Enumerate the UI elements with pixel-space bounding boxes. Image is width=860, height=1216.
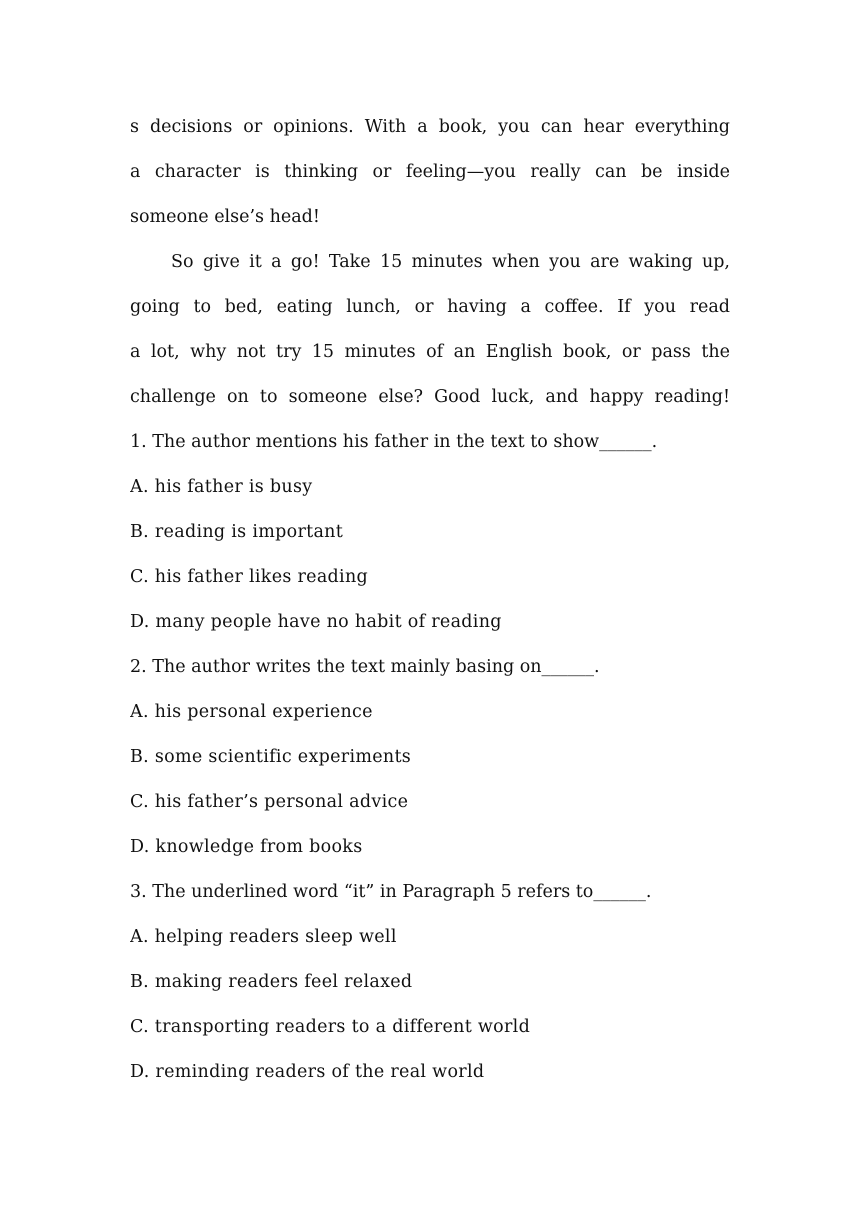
passage xyxy=(130,105,730,420)
answer-option: C. transporting readers to a different world xyxy=(130,1017,531,1037)
passage-line: going to bed, eating lunch, or having a coffee. If you read xyxy=(130,297,730,317)
answer-option: D. reminding readers of the real world xyxy=(130,1062,485,1082)
answer-option: D. knowledge from books xyxy=(130,837,363,857)
passage-line: So give it a go! Take 15 minutes when you are waking up, xyxy=(171,252,730,272)
question-stem: 2. The author writes the text mainly basing on______. xyxy=(130,657,600,677)
answer-option: B. some scientific experiments xyxy=(130,747,412,767)
answer-option: A. helping readers sleep well xyxy=(130,927,397,947)
passage-line: s decisions or opinions. With a book, you can hear everything xyxy=(130,117,730,137)
passage-line: someone else’s head! xyxy=(130,207,320,227)
passage-line: a lot, why not try 15 minutes of an English book, or pass the xyxy=(130,342,730,362)
passage-line: challenge on to someone else? Good luck, and happy reading! xyxy=(130,387,730,407)
question-stem: 3. The underlined word “it” in Paragraph 5 refers to______. xyxy=(130,882,652,902)
question-3 xyxy=(130,870,730,1095)
answer-option: D. many people have no habit of reading xyxy=(130,612,502,632)
question-1 xyxy=(130,420,730,645)
answer-option: A. his personal experience xyxy=(130,702,373,722)
answer-option: B. reading is important xyxy=(130,522,344,542)
answer-option: C. his father’s personal advice xyxy=(130,792,409,812)
answer-option: B. making readers feel relaxed xyxy=(130,972,413,992)
passage-line: a character is thinking or feeling—you really can be inside xyxy=(130,162,730,182)
question-stem: 1. The author mentions his father in the text to show______. xyxy=(130,432,658,452)
document-page xyxy=(130,105,730,1095)
answer-option: A. his father is busy xyxy=(130,477,313,497)
question-2 xyxy=(130,645,730,870)
answer-option: C. his father likes reading xyxy=(130,567,369,587)
